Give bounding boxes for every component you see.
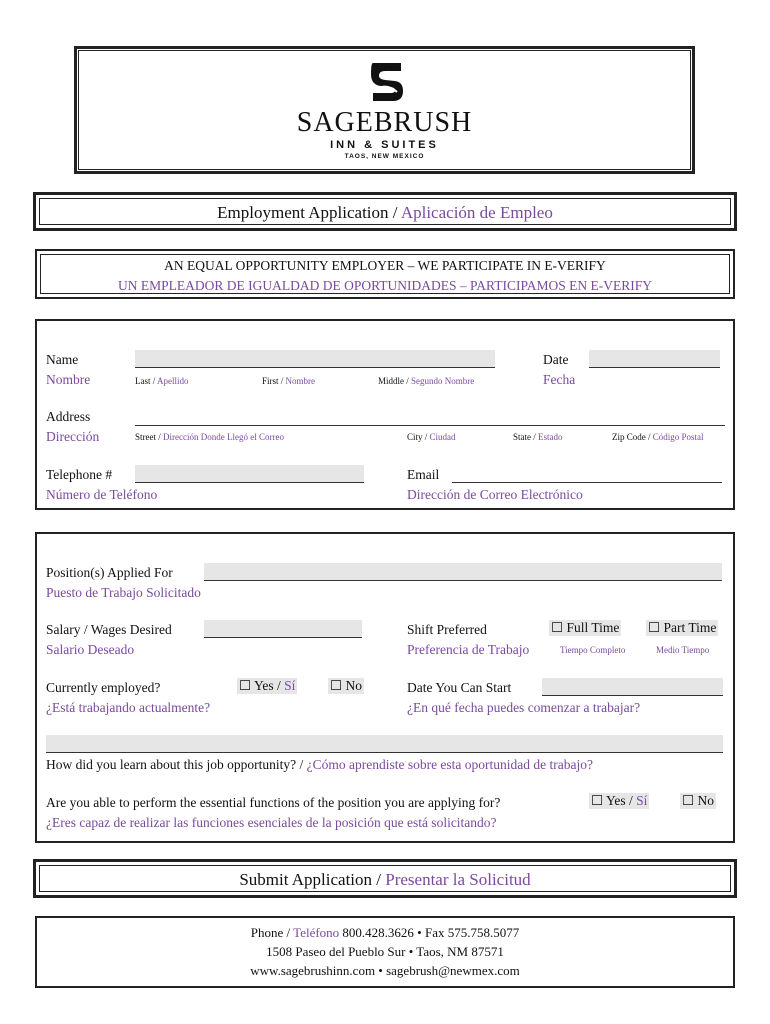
name-label-es: Nombre bbox=[46, 372, 91, 387]
street-hint: Street / Dirección Donde Llegó el Correo bbox=[135, 432, 284, 442]
contact-web-email[interactable]: www.sagebrushinn.com • sagebrush@newmex.com bbox=[250, 963, 520, 978]
contact-box bbox=[35, 916, 735, 988]
start-date-field[interactable] bbox=[542, 678, 723, 696]
full-time-checkbox[interactable]: ☐ Full Time bbox=[551, 620, 620, 635]
address-field[interactable] bbox=[135, 409, 725, 426]
eeo-english: AN EQUAL OPPORTUNITY EMPLOYER – WE PARTICIPATE IN E-VERIFY bbox=[164, 258, 606, 273]
perform-no-checkbox[interactable]: ☐ No bbox=[682, 793, 714, 808]
sagebrush-logo-icon bbox=[367, 59, 407, 103]
employed-label: Currently employed? bbox=[46, 680, 161, 695]
name-label: Name bbox=[46, 352, 79, 367]
email-label-es: Dirección de Correo Electrónico bbox=[407, 487, 583, 502]
salary-label-es: Salario Deseado bbox=[46, 642, 135, 657]
title-box bbox=[33, 192, 737, 231]
position-label: Position(s) Applied For bbox=[46, 565, 173, 580]
submit-banner bbox=[33, 859, 737, 898]
part-time-checkbox[interactable]: ☐ Part Time bbox=[648, 620, 717, 635]
logo-box bbox=[74, 46, 695, 174]
contact-phone-fax: Phone / Teléfono 800.428.3626 • Fax 575.758.5077 bbox=[250, 925, 520, 940]
state-hint: State / Estado bbox=[513, 432, 563, 442]
salary-label: Salary / Wages Desired bbox=[46, 622, 172, 637]
position-label-es: Puesto de Trabajo Solicitado bbox=[46, 585, 201, 600]
essential-functions-label: Are you able to perform the essential functions of the position you are applying for? bbox=[46, 795, 501, 810]
referral-source-field[interactable] bbox=[46, 735, 723, 753]
eeo-spanish: UN EMPLEADOR DE IGUALDAD DE OPORTUNIDADES – PARTICIPAMOS EN E-VERIFY bbox=[117, 278, 653, 293]
telephone-label-es: Número de Teléfono bbox=[46, 487, 158, 502]
date-label: Date bbox=[543, 352, 569, 367]
address-label-es: Dirección bbox=[46, 429, 100, 444]
address-label: Address bbox=[46, 409, 91, 424]
referral-source-label: How did you learn about this job opportunity? / ¿Cómo aprendiste sobre esta oportunidad de trabajo? bbox=[46, 757, 594, 772]
employed-label-es: ¿Está trabajando actualmente? bbox=[46, 700, 211, 715]
submit-heading: Submit Application / Presentar la Solicitud bbox=[239, 870, 531, 889]
employed-no-checkbox[interactable]: ☐ No bbox=[330, 678, 362, 693]
employed-yes-checkbox[interactable]: ☐ Yes / Sí bbox=[239, 678, 296, 693]
telephone-label: Telephone # bbox=[46, 467, 113, 482]
eeo-box bbox=[35, 249, 735, 299]
part-time-hint: Medio Tiempo bbox=[656, 645, 710, 655]
first-name-hint: First / Nombre bbox=[262, 376, 316, 386]
start-date-label-es: ¿En qué fecha puedes comenzar a trabajar? bbox=[407, 700, 641, 715]
page-title: Employment Application / Aplicación de Empleo bbox=[217, 203, 553, 222]
full-time-hint: Tiempo Completo bbox=[560, 645, 626, 655]
date-label-es: Fecha bbox=[543, 372, 576, 387]
perform-yes-checkbox[interactable]: ☐ Yes / Sí bbox=[591, 793, 648, 808]
name-field[interactable] bbox=[135, 350, 495, 368]
date-field[interactable] bbox=[589, 350, 720, 368]
salary-field[interactable] bbox=[204, 620, 362, 638]
last-name-hint: Last / Apellido bbox=[135, 376, 189, 386]
middle-name-hint: Middle / Segundo Nombre bbox=[378, 376, 475, 386]
email-field[interactable] bbox=[452, 467, 722, 483]
shift-label-es: Preferencia de Trabajo bbox=[407, 642, 530, 657]
logo-subtitle: INN & SUITES bbox=[330, 139, 439, 151]
email-label: Email bbox=[407, 467, 440, 482]
contact-address: 1508 Paseo del Pueblo Sur • Taos, NM 87571 bbox=[266, 944, 504, 959]
start-date-label: Date You Can Start bbox=[407, 680, 512, 695]
telephone-field[interactable] bbox=[135, 465, 364, 483]
essential-functions-label-es: ¿Eres capaz de realizar las funciones esenciales de la posición que está solicitando? bbox=[46, 815, 497, 830]
zip-hint: Zip Code / Código Postal bbox=[612, 432, 704, 442]
logo-location: TAOS, NEW MEXICO bbox=[344, 153, 425, 160]
shift-label: Shift Preferred bbox=[407, 622, 487, 637]
position-field[interactable] bbox=[204, 563, 722, 581]
city-hint: City / Ciudad bbox=[407, 432, 456, 442]
logo-name: SAGEBRUSH bbox=[296, 107, 473, 138]
